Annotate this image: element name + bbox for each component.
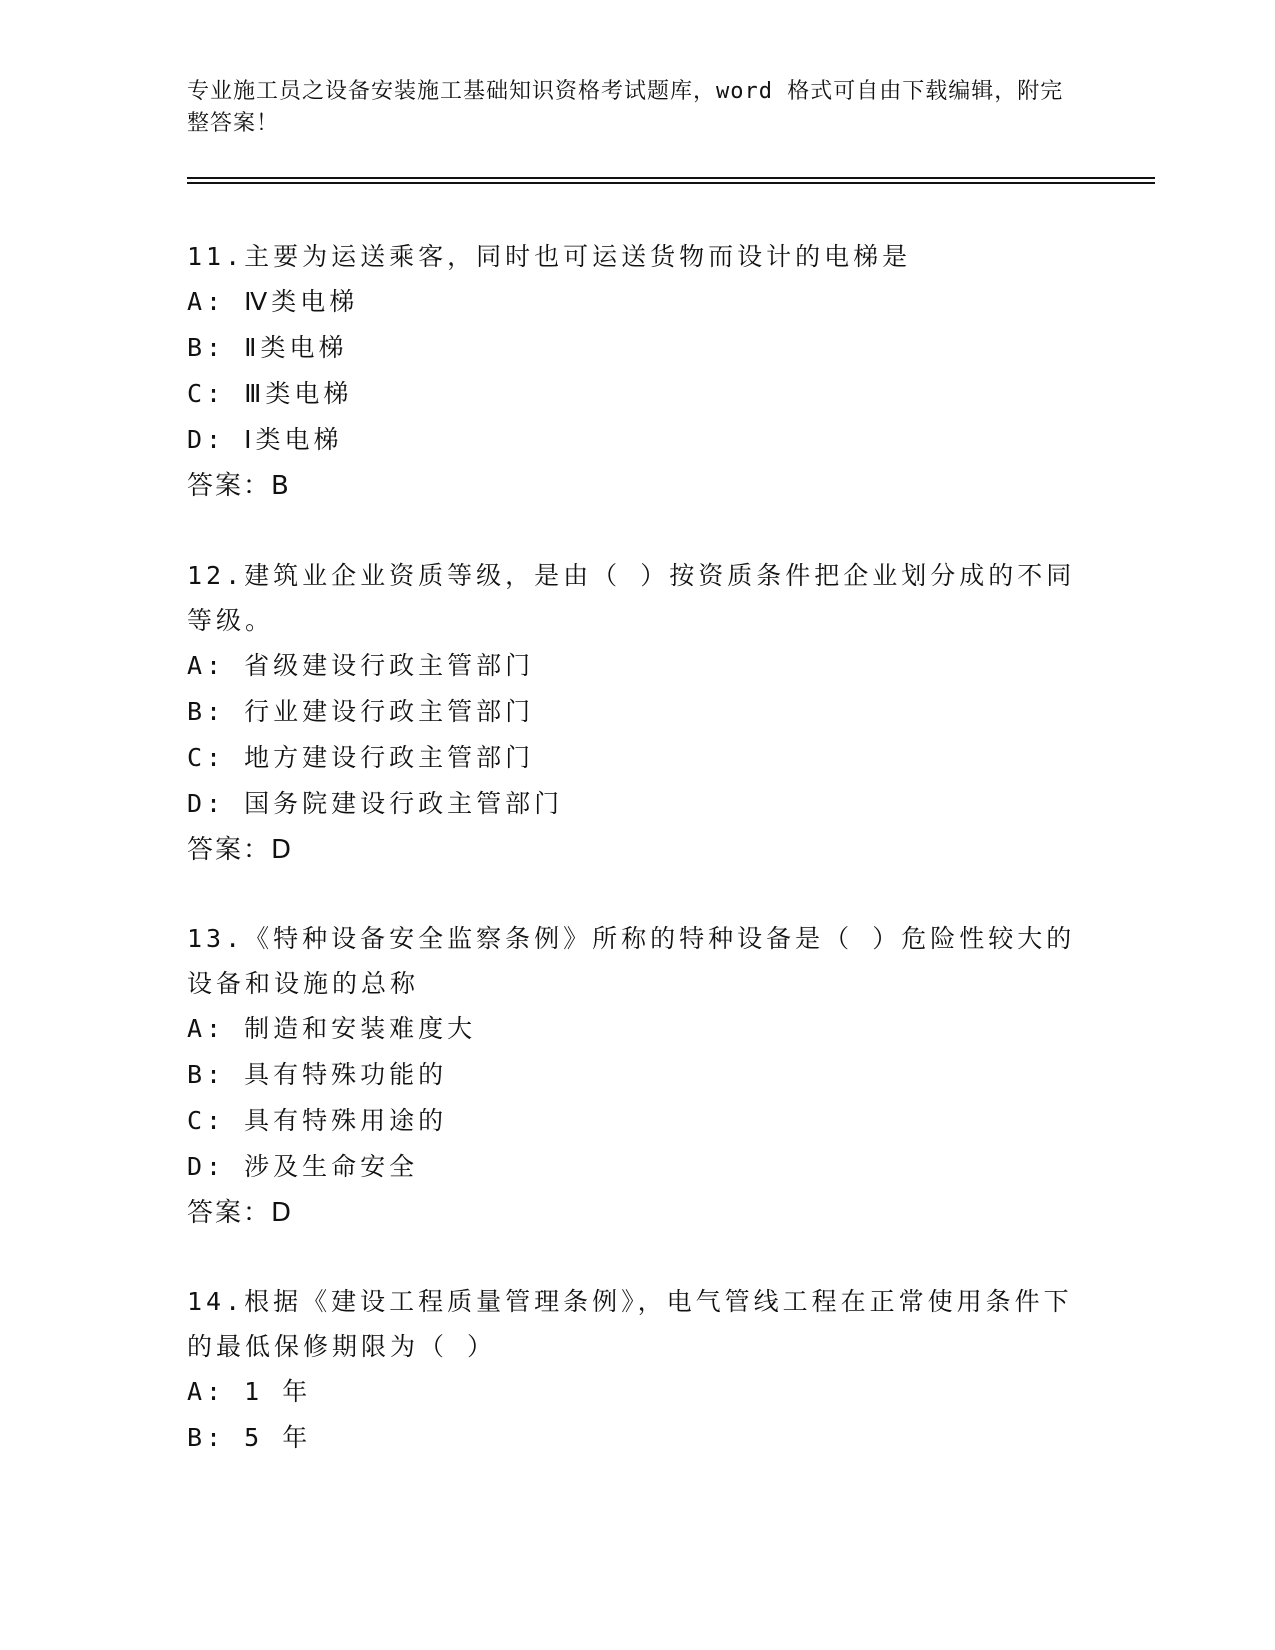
option-d: D: 涉及生命安全 [187,1152,419,1181]
option-c: C: 地方建设行政主管部门 [187,743,535,772]
option-c: C: 具有特殊用途的 [187,1106,448,1135]
question-stem: 12.建筑业企业资质等级，是由（ ）按资质条件把企业划分成的不同等级。 [187,561,1076,635]
question-12 [187,553,1087,873]
option-b: B: Ⅱ类电梯 [187,333,348,362]
option-a: A: 省级建设行政主管部门 [187,651,535,680]
question-answer: 答案：D [187,835,294,865]
question-13 [187,916,1087,1236]
option-b: B: 5 年 [187,1423,312,1452]
question-stem: 13.《特种设备安全监察条例》所称的特种设备是（ ）危险性较大的设备和设施的总称 [187,924,1076,998]
option-c: C: Ⅲ类电梯 [187,379,353,408]
option-a: A: Ⅳ类电梯 [187,287,359,316]
question-11 [187,234,1087,509]
question-stem: 11.主要为运送乘客，同时也可运送货物而设计的电梯是 [187,242,912,271]
option-b: B: 行业建设行政主管部门 [187,697,535,726]
header-divider-bottom [187,182,1155,184]
option-d: D: Ⅰ类电梯 [187,425,343,454]
question-stem: 14.根据《建设工程质量管理条例》，电气管线工程在正常使用条件下的最低保修期限为（ ） [187,1287,1073,1361]
question-answer: 答案：B [187,471,291,501]
question-14 [187,1279,1087,1461]
header-divider-top [187,177,1155,179]
option-b: B: 具有特殊功能的 [187,1060,448,1089]
option-a: A: 1 年 [187,1377,312,1406]
option-d: D: 国务院建设行政主管部门 [187,789,564,818]
option-a: A: 制造和安装难度大 [187,1014,477,1043]
document-header: 专业施工员之设备安装施工基础知识资格考试题库，word 格式可自由下载编辑，附完整答案！ [187,79,1064,136]
question-answer: 答案：D [187,1198,294,1228]
